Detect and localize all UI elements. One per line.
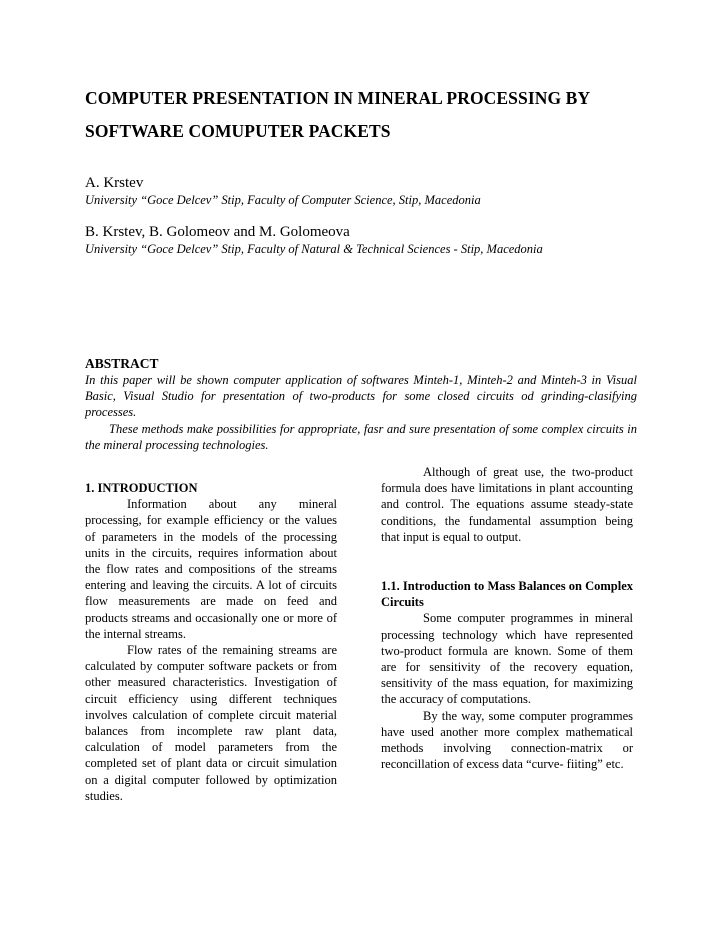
title-line-1: COMPUTER PRESENTATION IN MINERAL PROCESSING BY	[85, 88, 591, 108]
right-paragraph-3: By the way, some computer programmes have used another more complex mathematical methods involving connection-matrix or reconcillation of excess data “curve- fiiting” etc.	[381, 708, 633, 772]
abstract-paragraph-1: In this paper will be shown computer application of softwares Minteh-1, Minteh-2 and Minteh-3 in Visual Basic, Visual Studio for presentation of two-products for some closed circuits od grinding-clasifying processes.	[85, 373, 637, 420]
author-2-affiliation: University “Goce Delcev” Stip, Faculty of Natural & Technical Sciences - Stip, Macedonia	[85, 242, 543, 256]
abstract-paragraph-2: These methods make possibilities for appropriate, fasr and sure presentation of some complex circuits in the mineral processing technologies.	[85, 421, 637, 452]
author-1-affiliation: University “Goce Delcev” Stip, Faculty of Computer Science, Stip, Macedonia	[85, 193, 481, 207]
paper-title	[85, 82, 645, 148]
title-line-2: SOFTWARE COMUPUTER PACKETS	[85, 121, 391, 141]
abstract-heading: ABSTRACT	[85, 356, 159, 371]
subsection-heading-mass-balances: 1.1. Introduction to Mass Balances on Complex Circuits	[381, 579, 633, 610]
right-paragraph-2: Some computer programmes in mineral processing technology which have represented two-product formula are known. Some of them are for sensitivity of the recovery equation, sensitivity of the mass equation, for maximizing the accuracy of computations.	[381, 611, 633, 707]
left-column	[85, 480, 337, 804]
column-spacer	[381, 545, 633, 578]
right-paragraph-1: Although of great use, the two-product formula does have limitations in plant accounting and control. The equations assume steady-state conditions, the fundamental assumption being that input is equal to output.	[381, 465, 633, 544]
author-1-name: A. Krstev	[85, 175, 144, 191]
intro-paragraph-1: Information about any mineral processing, for example efficiency or the values of parameters in the models of the processing units in the circuits, requires information about the flow rates and compositions of the streams entering and leaving the circuits. A lot of circuits flow measurements are made on feed and products streams and occasionally one or more of the internal streams.	[85, 497, 337, 641]
abstract-block	[85, 356, 637, 453]
section-heading-introduction: 1. INTRODUCTION	[85, 481, 198, 495]
right-column	[381, 464, 633, 772]
intro-paragraph-2: Flow rates of the remaining streams are calculated by computer software packets or from other measured characteristics. Investigation of circuit efficiency using different techniques involves calculation of complete circuit material balances from incomplete raw plant data, calculation of model parameters from the completed set of plant data or circuit simulation on a digital computer followed by optimization studies.	[85, 643, 337, 803]
author-2-names: B. Krstev, B. Golomeov and M. Golomeova	[85, 224, 350, 240]
